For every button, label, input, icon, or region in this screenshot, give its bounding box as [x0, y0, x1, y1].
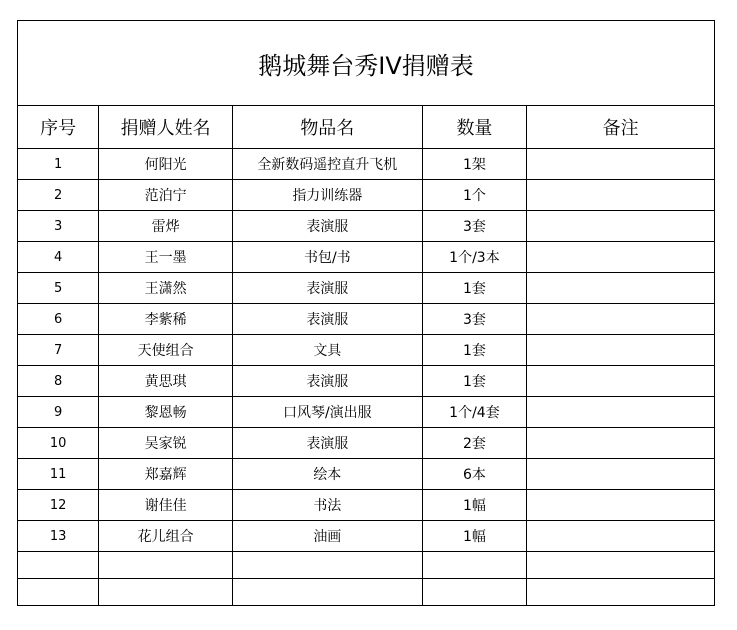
cell-quantity: 2套: [422, 428, 526, 459]
cell-item-name: 全新数码遥控直升飞机: [232, 149, 422, 180]
empty-cell: [527, 579, 715, 606]
cell-donor-name: 何阳光: [99, 149, 233, 180]
empty-row: [18, 579, 715, 606]
cell-quantity: 3套: [422, 211, 526, 242]
header-no: 序号: [18, 106, 99, 149]
empty-cell: [232, 579, 422, 606]
cell-quantity: 1套: [422, 366, 526, 397]
cell-item-name: 表演服: [232, 366, 422, 397]
table-title: 鹅城舞台秀IV捐赠表: [18, 21, 715, 106]
empty-cell: [422, 552, 526, 579]
header-remarks: 备注: [527, 106, 715, 149]
header-donor-name: 捐赠人姓名: [99, 106, 233, 149]
cell-item-name: 书法: [232, 490, 422, 521]
cell-item-name: 表演服: [232, 273, 422, 304]
table-row: [18, 180, 715, 211]
table-row: [18, 304, 715, 335]
empty-cell: [527, 552, 715, 579]
cell-no: 13: [18, 521, 99, 552]
table-row: [18, 149, 715, 180]
cell-remarks: [527, 180, 715, 211]
cell-remarks: [527, 149, 715, 180]
cell-donor-name: 天使组合: [99, 335, 233, 366]
cell-remarks: [527, 304, 715, 335]
cell-remarks: [527, 459, 715, 490]
donation-sheet: [17, 20, 715, 621]
cell-quantity: 6本: [422, 459, 526, 490]
empty-cell: [99, 579, 233, 606]
table-row: [18, 273, 715, 304]
empty-cell: [232, 552, 422, 579]
table-row: [18, 428, 715, 459]
cell-no: 12: [18, 490, 99, 521]
cell-item-name: 书包/书: [232, 242, 422, 273]
header-row: [18, 106, 715, 149]
cell-quantity: 1个/4套: [422, 397, 526, 428]
cell-no: 2: [18, 180, 99, 211]
cell-item-name: 文具: [232, 335, 422, 366]
cell-donor-name: 王一墨: [99, 242, 233, 273]
cell-no: 11: [18, 459, 99, 490]
cell-remarks: [527, 490, 715, 521]
cell-remarks: [527, 211, 715, 242]
cell-quantity: 1套: [422, 273, 526, 304]
cell-remarks: [527, 242, 715, 273]
table-row: [18, 211, 715, 242]
cell-item-name: 指力训练器: [232, 180, 422, 211]
cell-no: 10: [18, 428, 99, 459]
cell-no: 4: [18, 242, 99, 273]
cell-remarks: [527, 428, 715, 459]
cell-no: 8: [18, 366, 99, 397]
cell-item-name: 表演服: [232, 211, 422, 242]
cell-item-name: 表演服: [232, 304, 422, 335]
cell-item-name: 油画: [232, 521, 422, 552]
cell-donor-name: 黎恩畅: [99, 397, 233, 428]
table-row: [18, 366, 715, 397]
cell-donor-name: 雷烨: [99, 211, 233, 242]
cell-quantity: 1个: [422, 180, 526, 211]
empty-row: [18, 552, 715, 579]
cell-quantity: 1架: [422, 149, 526, 180]
cell-donor-name: 黄思琪: [99, 366, 233, 397]
empty-cell: [422, 579, 526, 606]
cell-quantity: 1幅: [422, 521, 526, 552]
header-quantity: 数量: [422, 106, 526, 149]
cell-no: 5: [18, 273, 99, 304]
cell-quantity: 1个/3本: [422, 242, 526, 273]
empty-cell: [99, 552, 233, 579]
table-row: [18, 459, 715, 490]
cell-remarks: [527, 335, 715, 366]
table-row: [18, 521, 715, 552]
table-row: [18, 242, 715, 273]
table-row: [18, 335, 715, 366]
cell-no: 3: [18, 211, 99, 242]
cell-quantity: 1幅: [422, 490, 526, 521]
cell-remarks: [527, 397, 715, 428]
cell-item-name: 绘本: [232, 459, 422, 490]
cell-item-name: 表演服: [232, 428, 422, 459]
donation-table: [17, 20, 715, 606]
table-row: [18, 490, 715, 521]
cell-remarks: [527, 273, 715, 304]
cell-no: 6: [18, 304, 99, 335]
cell-quantity: 3套: [422, 304, 526, 335]
cell-donor-name: 郑嘉辉: [99, 459, 233, 490]
cell-no: 9: [18, 397, 99, 428]
cell-remarks: [527, 366, 715, 397]
cell-donor-name: 王潇然: [99, 273, 233, 304]
cell-item-name: 口风琴/演出服: [232, 397, 422, 428]
cell-quantity: 1套: [422, 335, 526, 366]
cell-donor-name: 范泊宁: [99, 180, 233, 211]
cell-donor-name: 吴家锐: [99, 428, 233, 459]
cell-no: 7: [18, 335, 99, 366]
table-row: [18, 397, 715, 428]
header-item-name: 物品名: [232, 106, 422, 149]
cell-no: 1: [18, 149, 99, 180]
cell-donor-name: 李紫稀: [99, 304, 233, 335]
empty-cell: [18, 579, 99, 606]
cell-donor-name: 谢佳佳: [99, 490, 233, 521]
cell-remarks: [527, 521, 715, 552]
empty-cell: [18, 552, 99, 579]
cell-donor-name: 花儿组合: [99, 521, 233, 552]
